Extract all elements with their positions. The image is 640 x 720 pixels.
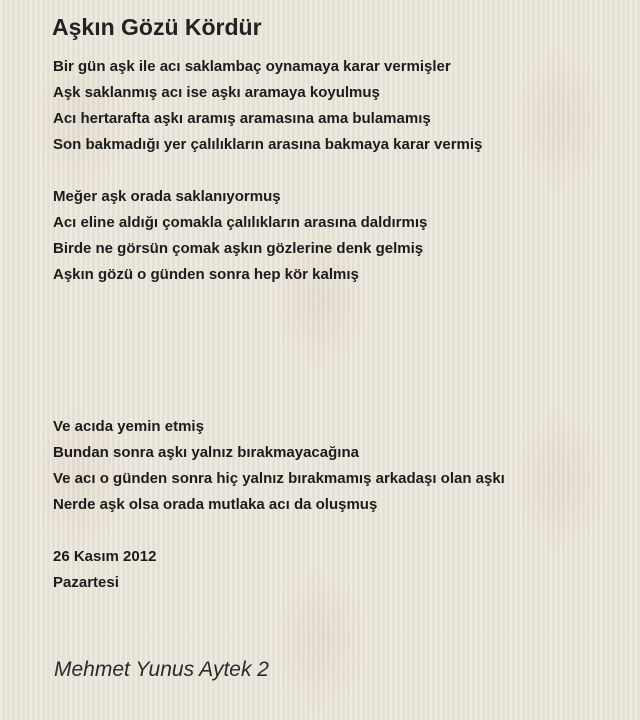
poem-line: Aşkın gözü o günden sonra hep kör kalmış [53,266,359,283]
poem-line: Bundan sonra aşkı yalnız bırakmayacağına [53,444,359,461]
poem-line: Ve acıda yemin etmiş [53,418,204,435]
stanza-gap [53,288,623,414]
poem-date: 26 Kasım 2012 [53,548,157,565]
poem-author: Mehmet Yunus Aytek 2 [54,658,269,681]
poem-line: Nerde aşk olsa orada mutlaka acı da oluşmuş [53,496,378,513]
poem-line: Son bakmadığı yer çalılıkların arasına bakmaya karar vermiş [53,136,483,153]
stanza-gap [53,518,623,544]
poem-line: Meğer aşk orada saklanıyormuş [53,188,281,205]
poem-line: Aşk saklanmış acı ise aşkı aramaya koyulmuş [53,84,380,101]
stanza-gap [53,158,623,184]
poem-line: Birde ne görsün çomak aşkın gözlerine denk gelmiş [53,240,424,257]
poem-body [53,54,623,596]
poem-line: Acı eline aldığı çomakla çalılıkların arasına daldırmış [53,214,428,231]
poem-title: Aşkın Gözü Kördür [52,14,262,40]
poem-line: Ve acı o günden sonra hiç yalnız bırakmamış arkadaşı olan aşkı [53,470,505,487]
poem-line: Acı hertarafta aşkı aramış aramasına ama bulamamış [53,110,431,127]
poem-line: Bir gün aşk ile acı saklambaç oynamaya karar vermişler [53,58,451,75]
poem-weekday: Pazartesi [53,574,119,591]
